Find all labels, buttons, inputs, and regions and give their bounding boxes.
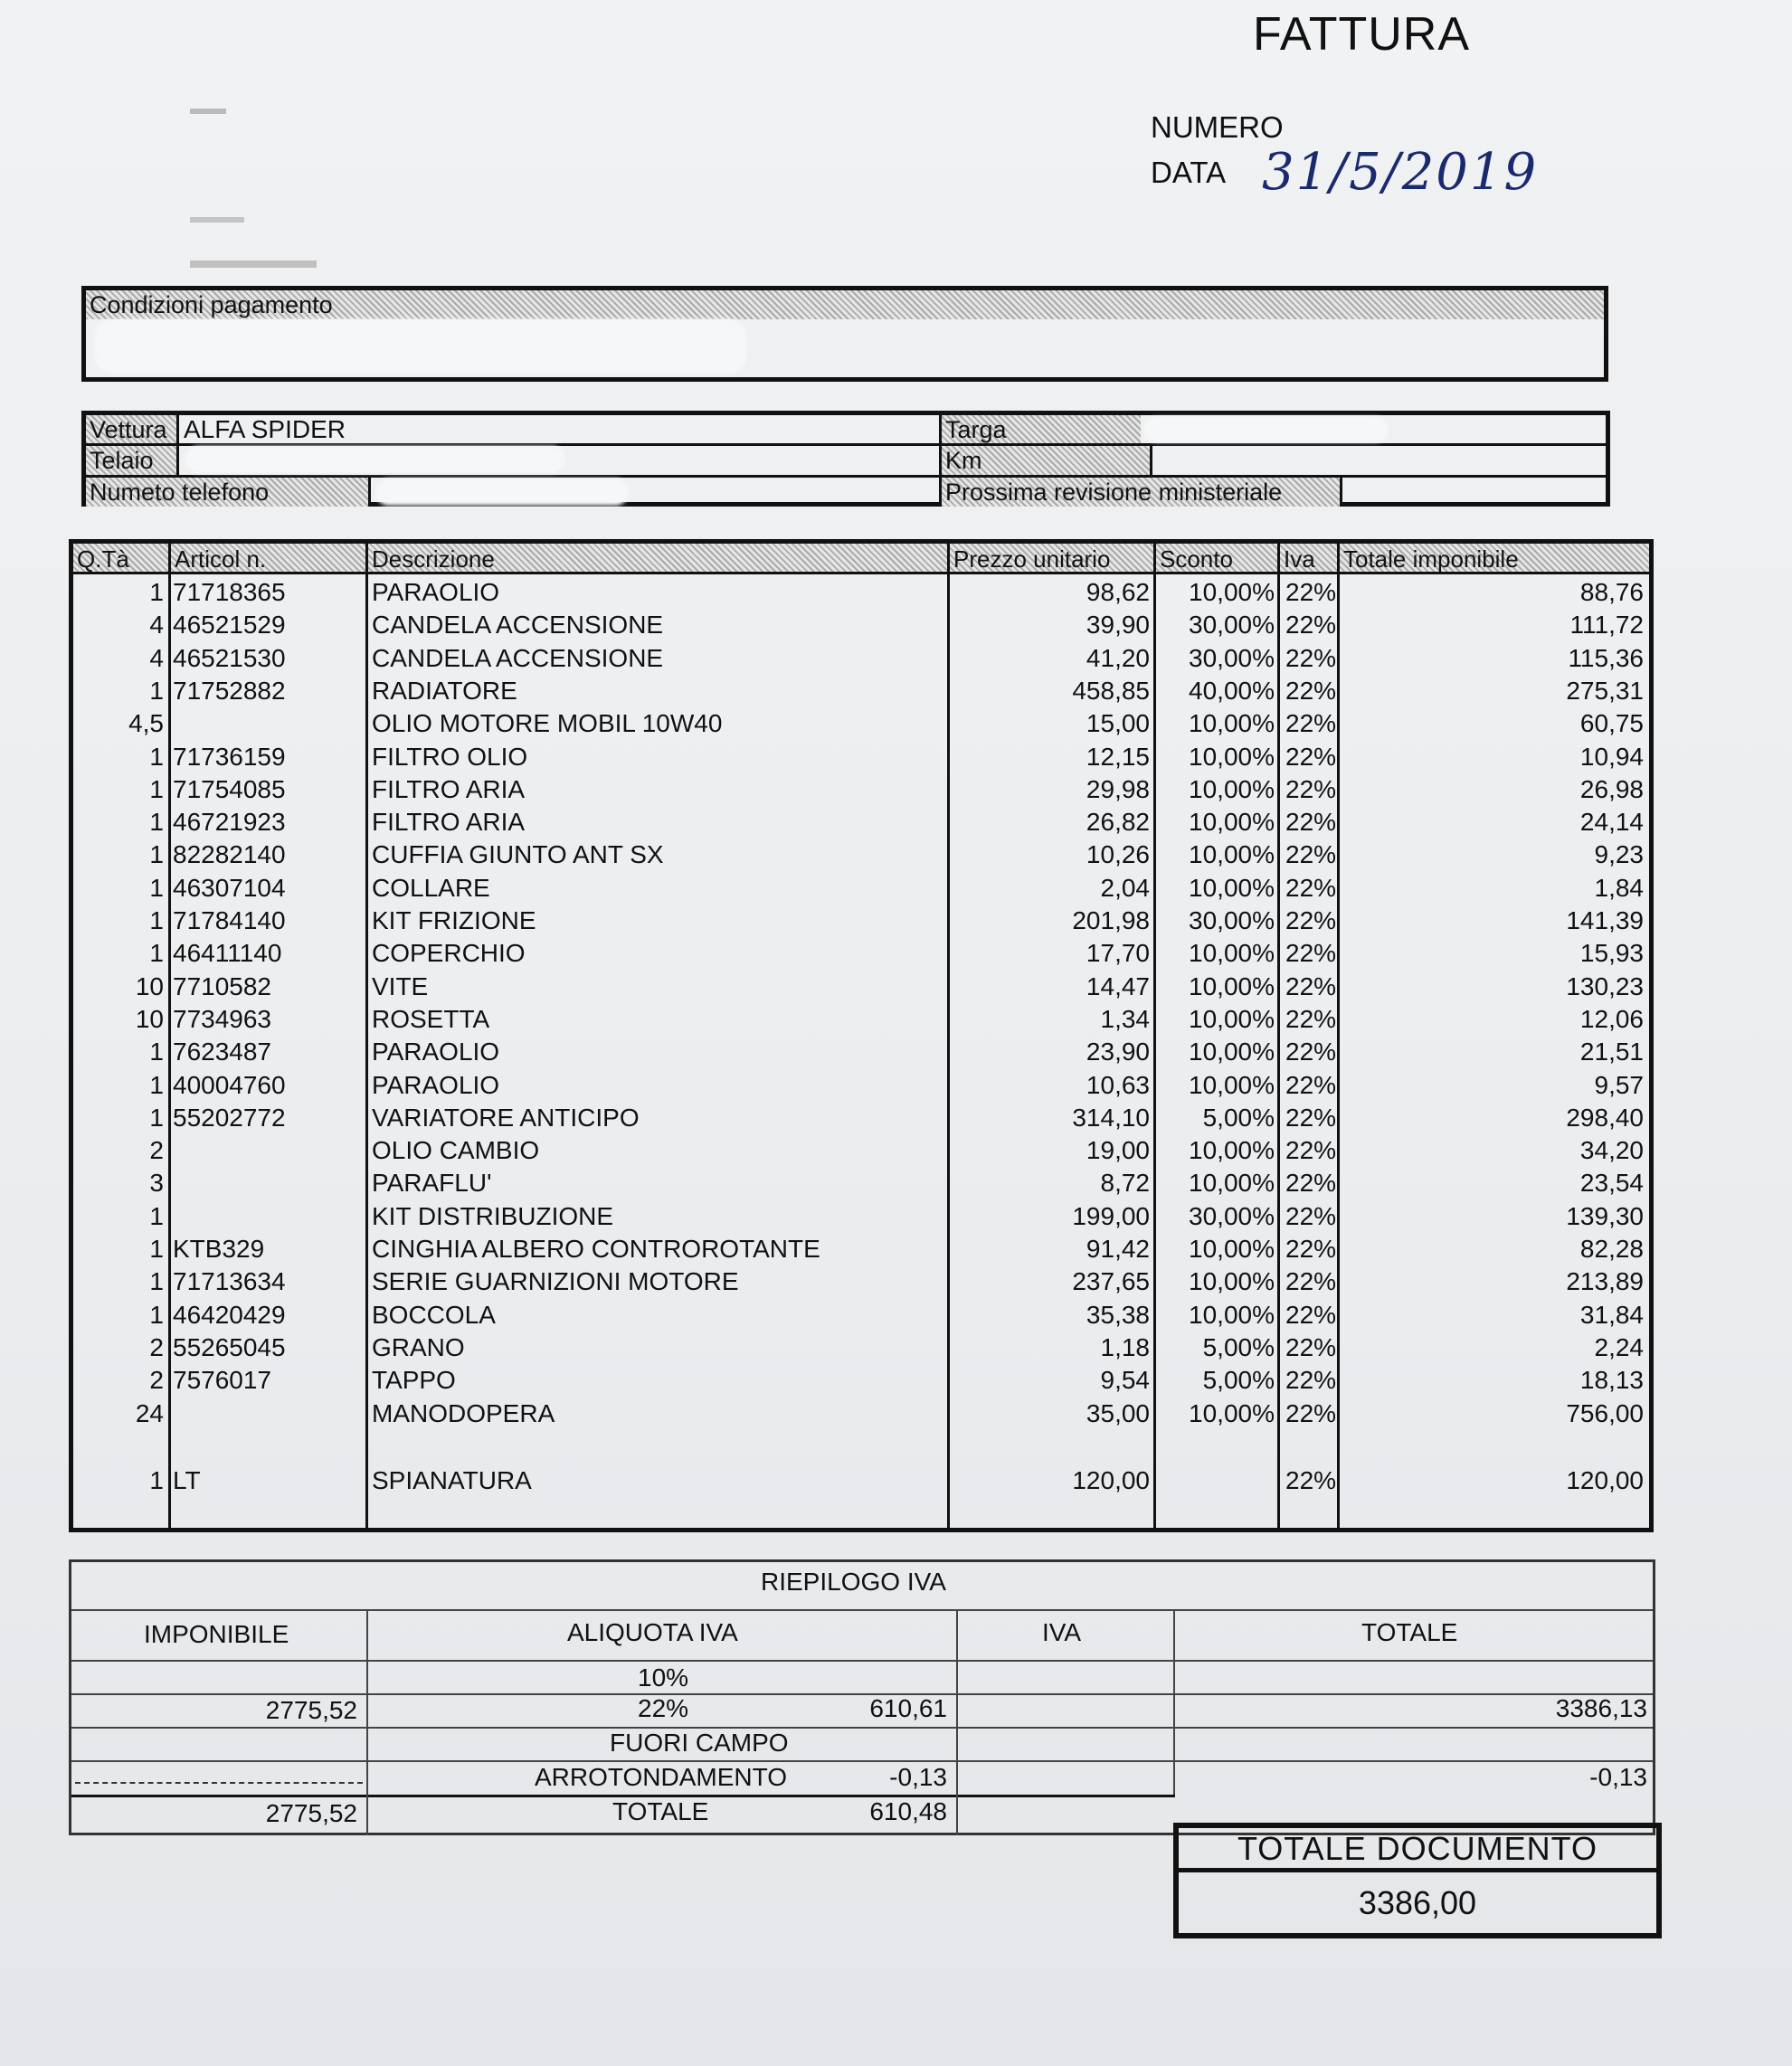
cell-prezzo: 98,62 bbox=[1086, 578, 1150, 606]
cell-iva: 22% bbox=[1285, 1169, 1337, 1198]
col-divider bbox=[368, 478, 371, 507]
cell-articolo: KTB329 bbox=[173, 1235, 265, 1263]
cell-totale: 130,23 bbox=[1566, 971, 1644, 1000]
cell-totale: 21,51 bbox=[1579, 1038, 1644, 1066]
table-row bbox=[73, 905, 1649, 937]
totale-label: TOTALE bbox=[612, 1797, 709, 1825]
cell-totale: 24,14 bbox=[1579, 808, 1644, 837]
table-row bbox=[73, 806, 1649, 839]
cell-iva: 22% bbox=[1285, 1136, 1337, 1165]
cell-descrizione: BOCCOLA bbox=[372, 1300, 496, 1329]
totale-documento-box bbox=[1173, 1823, 1662, 1938]
table-row bbox=[73, 1003, 1649, 1036]
cell-iva: 22% bbox=[1285, 1465, 1337, 1494]
cell-qta: 1 bbox=[149, 808, 164, 837]
items-table bbox=[69, 539, 1654, 1532]
arrotondamento-totale: -0,13 bbox=[1589, 1763, 1647, 1791]
cell-qta: 2 bbox=[149, 1366, 164, 1395]
cell-descrizione: VARIATORE ANTICIPO bbox=[372, 1103, 640, 1132]
vettura-label: Vettura bbox=[90, 416, 167, 443]
cell-prezzo: 12,15 bbox=[1086, 742, 1150, 771]
cell-totale: 298,40 bbox=[1566, 1103, 1644, 1132]
cell-totale: 756,00 bbox=[1566, 1398, 1644, 1427]
cell-prezzo: 458,85 bbox=[1072, 676, 1150, 705]
cell-descrizione: COPERCHIO bbox=[372, 939, 526, 968]
cell-articolo: 46521529 bbox=[173, 611, 286, 640]
table-row bbox=[73, 1069, 1649, 1102]
cell-sconto: 30,00% bbox=[1189, 611, 1275, 640]
table-row bbox=[73, 1265, 1649, 1298]
cell-qta: 1 bbox=[149, 774, 164, 803]
cell-iva: 22% bbox=[1285, 1300, 1337, 1329]
redacted-area bbox=[375, 479, 629, 506]
cell-iva: 22% bbox=[1285, 1366, 1337, 1395]
cell-articolo: 71754085 bbox=[173, 774, 286, 803]
totale-22: 3386,13 bbox=[1555, 1694, 1647, 1722]
cell-sconto: 10,00% bbox=[1189, 578, 1275, 606]
cell-qta: 1 bbox=[149, 1300, 164, 1329]
cell-qta: 1 bbox=[149, 906, 164, 934]
cell-descrizione: KIT DISTRIBUZIONE bbox=[372, 1201, 614, 1230]
km-label: Km bbox=[945, 447, 982, 474]
table-row bbox=[73, 1102, 1649, 1134]
redacted-area bbox=[185, 446, 565, 473]
cell-articolo: 46420429 bbox=[173, 1300, 286, 1329]
cell-sconto: 10,00% bbox=[1189, 873, 1275, 902]
col-header-prezzo: Prezzo unitario bbox=[950, 544, 1156, 574]
cell-qta: 4 bbox=[149, 611, 164, 640]
cell-prezzo: 2,04 bbox=[1100, 873, 1150, 902]
faded-mark bbox=[190, 109, 226, 114]
totale-documento-value: 3386,00 bbox=[1358, 1884, 1477, 1921]
iva-22: 610,61 bbox=[869, 1694, 947, 1722]
table-row bbox=[73, 1332, 1649, 1364]
cell-iva: 22% bbox=[1285, 873, 1337, 902]
row-divider bbox=[71, 1609, 1653, 1611]
cell-qta: 1 bbox=[149, 873, 164, 902]
handwritten-date: 31/5/2019 bbox=[1262, 143, 1539, 202]
cell-descrizione: PARAOLIO bbox=[372, 578, 500, 606]
payment-conditions-box bbox=[81, 286, 1608, 382]
col-divider bbox=[1173, 1609, 1175, 1795]
cell-prezzo: 237,65 bbox=[1072, 1267, 1150, 1296]
table-row bbox=[73, 1036, 1649, 1068]
table-row bbox=[73, 839, 1649, 871]
cell-totale: 115,36 bbox=[1568, 643, 1644, 672]
cell-totale: 141,39 bbox=[1566, 906, 1644, 934]
cell-descrizione: OLIO MOTORE MOBIL 10W40 bbox=[372, 709, 723, 738]
faded-mark bbox=[190, 261, 317, 268]
cell-sconto: 10,00% bbox=[1189, 774, 1275, 803]
cell-sconto: 40,00% bbox=[1189, 676, 1275, 705]
cell-iva: 22% bbox=[1285, 971, 1337, 1000]
cell-totale: 120,00 bbox=[1566, 1465, 1644, 1494]
cell-iva: 22% bbox=[1285, 578, 1337, 606]
table-row bbox=[73, 971, 1649, 1003]
cell-qta: 2 bbox=[149, 1136, 164, 1165]
cell-totale: 31,84 bbox=[1579, 1300, 1644, 1329]
cell-sconto: 10,00% bbox=[1189, 1136, 1275, 1165]
cell-totale: 18,13 bbox=[1579, 1366, 1644, 1395]
redacted-area bbox=[1144, 417, 1389, 442]
table-row bbox=[73, 609, 1649, 641]
fuori-campo: FUORI CAMPO bbox=[610, 1729, 789, 1757]
cell-totale: 10,94 bbox=[1579, 742, 1644, 771]
cell-descrizione: CUFFIA GIUNTO ANT SX bbox=[372, 840, 664, 869]
table-row bbox=[73, 872, 1649, 905]
cell-totale: 26,98 bbox=[1579, 774, 1644, 803]
cell-prezzo: 41,20 bbox=[1086, 643, 1150, 672]
cell-qta: 1 bbox=[149, 1201, 164, 1230]
aliquota-10: 10% bbox=[638, 1663, 689, 1692]
cell-descrizione: CANDELA ACCENSIONE bbox=[372, 643, 664, 672]
vehicle-info-box bbox=[81, 411, 1610, 507]
table-row bbox=[73, 642, 1649, 675]
cell-sconto: 10,00% bbox=[1189, 1169, 1275, 1198]
cell-sconto: 10,00% bbox=[1189, 808, 1275, 837]
cell-sconto: 10,00% bbox=[1189, 840, 1275, 869]
table-row bbox=[73, 1200, 1649, 1233]
cell-articolo: 46521530 bbox=[173, 643, 286, 672]
cell-qta: 1 bbox=[149, 742, 164, 771]
cell-qta: 4,5 bbox=[128, 709, 164, 738]
cell-articolo: 71752882 bbox=[173, 676, 286, 705]
cell-prezzo: 19,00 bbox=[1086, 1136, 1150, 1165]
cell-iva: 22% bbox=[1285, 774, 1337, 803]
cell-sconto: 10,00% bbox=[1189, 1070, 1275, 1099]
cell-totale: 60,75 bbox=[1579, 709, 1644, 738]
cell-prezzo: 14,47 bbox=[1086, 971, 1150, 1000]
cell-articolo: 7710582 bbox=[173, 971, 272, 1000]
row-divider bbox=[1179, 1868, 1656, 1872]
cell-totale: 1,84 bbox=[1594, 873, 1644, 902]
cell-prezzo: 35,00 bbox=[1086, 1398, 1150, 1427]
cell-iva: 22% bbox=[1285, 1267, 1337, 1296]
cell-sconto: 10,00% bbox=[1189, 709, 1275, 738]
revisione-label: Prossima revisione ministeriale bbox=[945, 479, 1283, 506]
cell-articolo: 55265045 bbox=[173, 1332, 286, 1361]
cell-articolo: 71736159 bbox=[173, 742, 286, 771]
targa-label: Targa bbox=[945, 416, 1007, 443]
row-divider bbox=[71, 1760, 1653, 1762]
dashed-line bbox=[75, 1782, 363, 1784]
cell-articolo: 7576017 bbox=[173, 1366, 272, 1395]
cell-totale: 12,06 bbox=[1579, 1004, 1644, 1033]
cell-prezzo: 9,54 bbox=[1100, 1366, 1150, 1395]
table-row bbox=[73, 1167, 1649, 1199]
telaio-label: Telaio bbox=[90, 447, 154, 474]
cell-descrizione: GRANO bbox=[372, 1332, 465, 1361]
cell-qta: 10 bbox=[135, 1004, 164, 1033]
cell-iva: 22% bbox=[1285, 1332, 1337, 1361]
faded-mark bbox=[190, 217, 244, 223]
numero-label: NUMERO bbox=[1151, 110, 1284, 144]
col-header-totale: Totale imponibile bbox=[1340, 544, 1649, 574]
cell-iva: 22% bbox=[1285, 1038, 1337, 1066]
col-header-descrizione: Descrizione bbox=[368, 544, 950, 574]
cell-articolo: 71784140 bbox=[173, 906, 286, 934]
cell-sconto: 5,00% bbox=[1202, 1366, 1275, 1395]
cell-descrizione: TAPPO bbox=[372, 1366, 456, 1395]
cell-iva: 22% bbox=[1285, 906, 1337, 934]
col-divider bbox=[176, 415, 179, 443]
data-label: DATA bbox=[1151, 156, 1227, 189]
cell-prezzo: 26,82 bbox=[1086, 808, 1150, 837]
cell-qta: 1 bbox=[149, 1103, 164, 1132]
cell-iva: 22% bbox=[1285, 643, 1337, 672]
cell-iva: 22% bbox=[1285, 1201, 1337, 1230]
cell-articolo: 7623487 bbox=[173, 1038, 272, 1066]
h-imponibile: IMPONIBILE bbox=[144, 1620, 289, 1648]
cell-descrizione: FILTRO ARIA bbox=[372, 774, 526, 803]
col-divider bbox=[1150, 446, 1152, 475]
cell-sconto: 10,00% bbox=[1189, 1004, 1275, 1033]
riepilogo-title: RIEPILOGO IVA bbox=[761, 1568, 946, 1596]
cell-qta: 1 bbox=[149, 1070, 164, 1099]
cell-articolo: 46307104 bbox=[173, 873, 286, 902]
cell-iva: 22% bbox=[1285, 808, 1337, 837]
cell-sconto: 30,00% bbox=[1189, 1201, 1275, 1230]
cell-descrizione: PARAOLIO bbox=[372, 1070, 500, 1099]
table-row bbox=[73, 576, 1649, 609]
cell-iva: 22% bbox=[1285, 1004, 1337, 1033]
cell-qta: 3 bbox=[149, 1169, 164, 1198]
cell-prezzo: 17,70 bbox=[1086, 939, 1150, 968]
totale-imponibile: 2775,52 bbox=[265, 1799, 357, 1827]
cell-qta: 1 bbox=[149, 1235, 164, 1263]
cell-descrizione: PARAOLIO bbox=[372, 1038, 500, 1066]
arrotondamento-label: ARROTONDAMENTO bbox=[535, 1763, 787, 1791]
cell-descrizione: CINGHIA ALBERO CONTROROTANTE bbox=[372, 1235, 820, 1263]
cell-articolo: 71713634 bbox=[173, 1267, 286, 1296]
cell-iva: 22% bbox=[1285, 939, 1337, 968]
cell-totale: 34,20 bbox=[1579, 1136, 1644, 1165]
table-row bbox=[73, 675, 1649, 707]
cell-articolo: 46411140 bbox=[173, 939, 282, 968]
cell-qta: 24 bbox=[135, 1398, 164, 1427]
cell-sconto: 5,00% bbox=[1202, 1103, 1275, 1132]
cell-iva: 22% bbox=[1285, 611, 1337, 640]
cell-qta: 2 bbox=[149, 1332, 164, 1361]
cell-descrizione: SPIANATURA bbox=[372, 1465, 532, 1494]
cell-descrizione: FILTRO ARIA bbox=[372, 808, 526, 837]
cell-sconto: 10,00% bbox=[1189, 1300, 1275, 1329]
cell-iva: 22% bbox=[1285, 709, 1337, 738]
cell-descrizione: FILTRO OLIO bbox=[372, 742, 528, 771]
cell-prezzo: 199,00 bbox=[1072, 1201, 1150, 1230]
row-divider bbox=[71, 1727, 1653, 1729]
table-row bbox=[73, 1364, 1649, 1397]
cell-qta: 1 bbox=[149, 939, 164, 968]
cell-totale: 275,31 bbox=[1566, 676, 1644, 705]
table-row bbox=[73, 1464, 1649, 1497]
table-row bbox=[73, 937, 1649, 970]
cell-descrizione: VITE bbox=[372, 971, 429, 1000]
cell-articolo: 71718365 bbox=[173, 578, 286, 606]
cell-descrizione: CANDELA ACCENSIONE bbox=[372, 611, 664, 640]
riepilogo-iva-table bbox=[69, 1559, 1655, 1835]
cell-prezzo: 15,00 bbox=[1086, 709, 1150, 738]
cell-descrizione: OLIO CAMBIO bbox=[372, 1136, 540, 1165]
table-row bbox=[73, 741, 1649, 773]
cell-sconto: 5,00% bbox=[1202, 1332, 1275, 1361]
payment-conditions-label: Condizioni pagamento bbox=[90, 291, 333, 318]
cell-sconto: 30,00% bbox=[1189, 906, 1275, 934]
cell-sconto: 10,00% bbox=[1189, 1398, 1275, 1427]
cell-prezzo: 120,00 bbox=[1072, 1465, 1150, 1494]
cell-iva: 22% bbox=[1285, 742, 1337, 771]
row-divider bbox=[71, 1660, 1653, 1662]
cell-totale: 9,23 bbox=[1594, 840, 1644, 869]
cell-iva: 22% bbox=[1285, 1070, 1337, 1099]
table-row bbox=[73, 707, 1649, 740]
table-row bbox=[73, 773, 1649, 806]
cell-totale: 23,54 bbox=[1579, 1169, 1644, 1198]
cell-prezzo: 314,10 bbox=[1072, 1103, 1150, 1132]
cell-sconto: 10,00% bbox=[1189, 1038, 1275, 1066]
invoice-title: FATTURA bbox=[1253, 8, 1471, 61]
cell-totale: 2,24 bbox=[1594, 1332, 1644, 1361]
cell-totale: 111,72 bbox=[1569, 611, 1644, 640]
table-row bbox=[73, 1134, 1649, 1167]
col-divider bbox=[176, 446, 179, 475]
cell-prezzo: 23,90 bbox=[1086, 1038, 1150, 1066]
cell-qta: 1 bbox=[149, 840, 164, 869]
telefono-label: Numeto telefono bbox=[90, 479, 270, 506]
cell-qta: 1 bbox=[149, 676, 164, 705]
cell-descrizione: PARAFLU' bbox=[372, 1169, 492, 1198]
cell-descrizione: KIT FRIZIONE bbox=[372, 906, 536, 934]
table-row bbox=[73, 1233, 1649, 1265]
cell-prezzo: 10,63 bbox=[1086, 1070, 1150, 1099]
col-header-iva: Iva bbox=[1280, 544, 1340, 574]
cell-qta: 10 bbox=[135, 971, 164, 1000]
col-header-qta: Q.Tà bbox=[73, 544, 171, 574]
cell-iva: 22% bbox=[1285, 840, 1337, 869]
totale-iva: 610,48 bbox=[869, 1797, 947, 1825]
arrotondamento-iva: -0,13 bbox=[889, 1763, 947, 1791]
cell-articolo: 82282140 bbox=[173, 840, 286, 869]
cell-prezzo: 1,18 bbox=[1100, 1332, 1150, 1361]
cell-totale: 139,30 bbox=[1566, 1201, 1644, 1230]
col-divider bbox=[1340, 478, 1342, 507]
col-divider bbox=[366, 1609, 368, 1835]
cell-iva: 22% bbox=[1285, 1398, 1337, 1427]
cell-qta: 4 bbox=[149, 643, 164, 672]
row-divider bbox=[71, 1693, 1653, 1695]
cell-descrizione: RADIATORE bbox=[372, 676, 517, 705]
cell-totale: 82,28 bbox=[1579, 1235, 1644, 1263]
redacted-area bbox=[95, 319, 746, 374]
totale-documento-label: TOTALE DOCUMENTO bbox=[1237, 1830, 1598, 1867]
table-row bbox=[73, 1299, 1649, 1332]
cell-totale: 213,89 bbox=[1566, 1267, 1644, 1296]
cell-iva: 22% bbox=[1285, 1103, 1337, 1132]
cell-qta: 1 bbox=[149, 578, 164, 606]
table-row bbox=[73, 1398, 1649, 1430]
cell-prezzo: 29,98 bbox=[1086, 774, 1150, 803]
col-header-sconto: Sconto bbox=[1156, 544, 1280, 574]
cell-articolo: 55202772 bbox=[173, 1103, 286, 1132]
cell-sconto: 10,00% bbox=[1189, 1267, 1275, 1296]
h-iva: IVA bbox=[1042, 1618, 1082, 1646]
cell-prezzo: 39,90 bbox=[1086, 611, 1150, 640]
cell-qta: 1 bbox=[149, 1267, 164, 1296]
cell-iva: 22% bbox=[1285, 676, 1337, 705]
cell-iva: 22% bbox=[1285, 1235, 1337, 1263]
cell-qta: 1 bbox=[149, 1038, 164, 1066]
cell-sconto: 10,00% bbox=[1189, 742, 1275, 771]
cell-articolo: LT bbox=[173, 1465, 201, 1494]
cell-articolo: 7734963 bbox=[173, 1004, 272, 1033]
cell-articolo: 40004760 bbox=[173, 1070, 286, 1099]
col-divider bbox=[956, 1609, 958, 1835]
cell-totale: 9,57 bbox=[1594, 1070, 1644, 1099]
cell-prezzo: 10,26 bbox=[1086, 840, 1150, 869]
cell-descrizione: ROSETTA bbox=[372, 1004, 490, 1033]
cell-sconto: 10,00% bbox=[1189, 971, 1275, 1000]
cell-totale: 88,76 bbox=[1579, 578, 1644, 606]
cell-prezzo: 1,34 bbox=[1100, 1004, 1150, 1033]
cell-sconto: 30,00% bbox=[1189, 643, 1275, 672]
vettura-value: ALFA SPIDER bbox=[184, 415, 346, 443]
cell-articolo: 46721923 bbox=[173, 808, 286, 837]
cell-sconto: 10,00% bbox=[1189, 939, 1275, 968]
cell-prezzo: 91,42 bbox=[1086, 1235, 1150, 1263]
cell-descrizione: COLLARE bbox=[372, 873, 490, 902]
aliquota-22: 22% bbox=[638, 1694, 689, 1722]
cell-prezzo: 35,38 bbox=[1086, 1300, 1150, 1329]
col-header-articolo: Articol n. bbox=[171, 544, 368, 574]
cell-qta: 1 bbox=[149, 1465, 164, 1494]
h-aliquota: ALIQUOTA IVA bbox=[567, 1618, 738, 1646]
cell-prezzo: 8,72 bbox=[1100, 1169, 1150, 1198]
cell-sconto: 10,00% bbox=[1189, 1235, 1275, 1263]
cell-prezzo: 201,98 bbox=[1072, 906, 1150, 934]
cell-totale: 15,93 bbox=[1579, 939, 1644, 968]
cell-descrizione: SERIE GUARNIZIONI MOTORE bbox=[372, 1267, 739, 1296]
cell-descrizione: MANODOPERA bbox=[372, 1398, 555, 1427]
imponibile-22: 2775,52 bbox=[265, 1696, 357, 1724]
h-totale: TOTALE bbox=[1361, 1618, 1458, 1646]
